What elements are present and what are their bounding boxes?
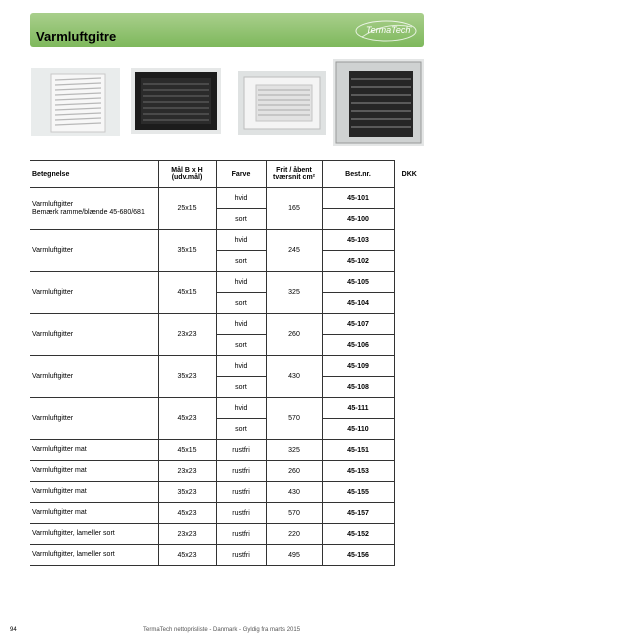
item-number-cell: 45-100 bbox=[322, 209, 394, 230]
col-header-farve: Farve bbox=[216, 161, 266, 188]
col-header-dkk: DKK bbox=[401, 170, 417, 178]
area-cell: 325 bbox=[266, 440, 322, 461]
price-cell bbox=[394, 503, 424, 524]
size-cell: 35x23 bbox=[158, 482, 216, 503]
color-cell: sort bbox=[216, 419, 266, 440]
area-cell: 430 bbox=[266, 482, 322, 503]
price-cell bbox=[394, 209, 424, 230]
price-cell bbox=[394, 440, 424, 461]
color-cell: sort bbox=[216, 251, 266, 272]
color-cell: sort bbox=[216, 209, 266, 230]
logo-text: TermaTech bbox=[366, 25, 411, 35]
price-table bbox=[30, 160, 424, 566]
table-row bbox=[30, 440, 424, 461]
price-cell bbox=[394, 524, 424, 545]
item-number-cell: 45-107 bbox=[322, 314, 394, 335]
size-cell: 23x23 bbox=[158, 461, 216, 482]
product-name: Varmluftgitter bbox=[30, 272, 158, 314]
area-cell: 260 bbox=[266, 461, 322, 482]
product-name: Varmluftgitter, lameller sort bbox=[30, 545, 158, 566]
color-cell: rustfri bbox=[216, 461, 266, 482]
table-row bbox=[30, 398, 424, 419]
price-cell bbox=[394, 377, 424, 398]
table-row bbox=[30, 545, 424, 566]
color-cell: sort bbox=[216, 377, 266, 398]
price-cell bbox=[394, 356, 424, 377]
col-header-betegnelse: Betegnelse bbox=[30, 161, 158, 188]
color-cell: hvid bbox=[216, 398, 266, 419]
size-cell: 45x23 bbox=[158, 398, 216, 440]
price-cell bbox=[394, 251, 424, 272]
size-cell: 45x15 bbox=[158, 440, 216, 461]
item-number-cell: 45-105 bbox=[322, 272, 394, 293]
price-cell bbox=[394, 335, 424, 356]
area-cell: 325 bbox=[266, 272, 322, 314]
table-row bbox=[30, 461, 424, 482]
size-cell: 45x23 bbox=[158, 545, 216, 566]
table-row bbox=[30, 188, 424, 209]
table-header-row bbox=[30, 161, 424, 188]
item-number-cell: 45-151 bbox=[322, 440, 394, 461]
white-framed-grille-photo bbox=[238, 71, 326, 135]
color-cell: hvid bbox=[216, 230, 266, 251]
product-name: Varmluftgitter bbox=[30, 398, 158, 440]
area-cell: 260 bbox=[266, 314, 322, 356]
item-number-cell: 45-102 bbox=[322, 251, 394, 272]
color-cell: rustfri bbox=[216, 524, 266, 545]
footer-text: TermaTech nettoprisliste - Danmark - Gyldig fra marts 2015 bbox=[143, 627, 301, 633]
item-number-cell: 45-110 bbox=[322, 419, 394, 440]
price-cell bbox=[394, 398, 424, 419]
area-cell: 165 bbox=[266, 188, 322, 230]
white-grille-photo bbox=[31, 68, 120, 136]
product-name: Varmluftgitter bbox=[30, 230, 158, 272]
black-framed-grille-photo bbox=[333, 59, 424, 146]
table-row bbox=[30, 524, 424, 545]
page-number: 94 bbox=[10, 627, 17, 633]
price-cell bbox=[394, 230, 424, 251]
product-name: Varmluftgitter mat bbox=[30, 503, 158, 524]
product-name: Varmluftgitter, lameller sort bbox=[30, 524, 158, 545]
item-number-cell: 45-157 bbox=[322, 503, 394, 524]
price-cell bbox=[394, 293, 424, 314]
area-cell: 220 bbox=[266, 524, 322, 545]
area-cell: 495 bbox=[266, 545, 322, 566]
color-cell: sort bbox=[216, 293, 266, 314]
black-grille-photo bbox=[131, 68, 221, 134]
color-cell: hvid bbox=[216, 356, 266, 377]
product-name: Varmluftgitter mat bbox=[30, 440, 158, 461]
table-row bbox=[30, 230, 424, 251]
product-name: Varmluftgitter mat bbox=[30, 482, 158, 503]
color-cell: rustfri bbox=[216, 482, 266, 503]
item-number-cell: 45-111 bbox=[322, 398, 394, 419]
price-cell bbox=[394, 419, 424, 440]
area-cell: 430 bbox=[266, 356, 322, 398]
termatech-logo bbox=[354, 19, 418, 43]
table-row bbox=[30, 314, 424, 335]
area-cell: 245 bbox=[266, 230, 322, 272]
item-number-cell: 45-106 bbox=[322, 335, 394, 356]
col-header-tvaersnit: Frit / åbent tværsnit cm² bbox=[266, 161, 322, 188]
color-cell: hvid bbox=[216, 188, 266, 209]
product-name: Varmluftgitter mat bbox=[30, 461, 158, 482]
item-number-cell: 45-155 bbox=[322, 482, 394, 503]
price-cell bbox=[394, 272, 424, 293]
price-cell bbox=[394, 545, 424, 566]
color-cell: hvid bbox=[216, 314, 266, 335]
product-name: Varmluftgitter bbox=[32, 200, 74, 208]
item-number-cell: 45-103 bbox=[322, 230, 394, 251]
table-row bbox=[30, 272, 424, 293]
item-number-cell: 45-156 bbox=[322, 545, 394, 566]
item-number-cell: 45-109 bbox=[322, 356, 394, 377]
size-cell: 45x15 bbox=[158, 272, 216, 314]
table-row bbox=[30, 482, 424, 503]
size-cell: 45x23 bbox=[158, 503, 216, 524]
size-cell: 35x15 bbox=[158, 230, 216, 272]
price-cell bbox=[394, 314, 424, 335]
product-note: Bemærk ramme/blænde 45-680/681 bbox=[32, 208, 145, 216]
color-cell: hvid bbox=[216, 272, 266, 293]
table-row bbox=[30, 503, 424, 524]
area-cell: 570 bbox=[266, 398, 322, 440]
price-cell bbox=[394, 188, 424, 209]
item-number-cell: 45-108 bbox=[322, 377, 394, 398]
product-name: Varmluftgitter bbox=[30, 356, 158, 398]
item-number-cell: 45-152 bbox=[322, 524, 394, 545]
color-cell: rustfri bbox=[216, 503, 266, 524]
item-number-cell: 45-101 bbox=[322, 188, 394, 209]
size-cell: 23x23 bbox=[158, 524, 216, 545]
page-title: Varmluftgitre bbox=[36, 29, 117, 44]
col-header-maal: Mål B x H (udv.mål) bbox=[158, 161, 216, 188]
price-cell bbox=[394, 461, 424, 482]
size-cell: 25x15 bbox=[158, 188, 216, 230]
item-number-cell: 45-153 bbox=[322, 461, 394, 482]
price-cell bbox=[394, 482, 424, 503]
color-cell: sort bbox=[216, 335, 266, 356]
col-header-bestnr: Best.nr. bbox=[322, 161, 394, 188]
color-cell: rustfri bbox=[216, 440, 266, 461]
product-name-cell bbox=[30, 188, 158, 230]
color-cell: rustfri bbox=[216, 545, 266, 566]
size-cell: 23x23 bbox=[158, 314, 216, 356]
table-row bbox=[30, 356, 424, 377]
item-number-cell: 45-104 bbox=[322, 293, 394, 314]
section-header bbox=[30, 13, 424, 47]
product-name: Varmluftgitter bbox=[30, 314, 158, 356]
area-cell: 570 bbox=[266, 503, 322, 524]
size-cell: 35x23 bbox=[158, 356, 216, 398]
